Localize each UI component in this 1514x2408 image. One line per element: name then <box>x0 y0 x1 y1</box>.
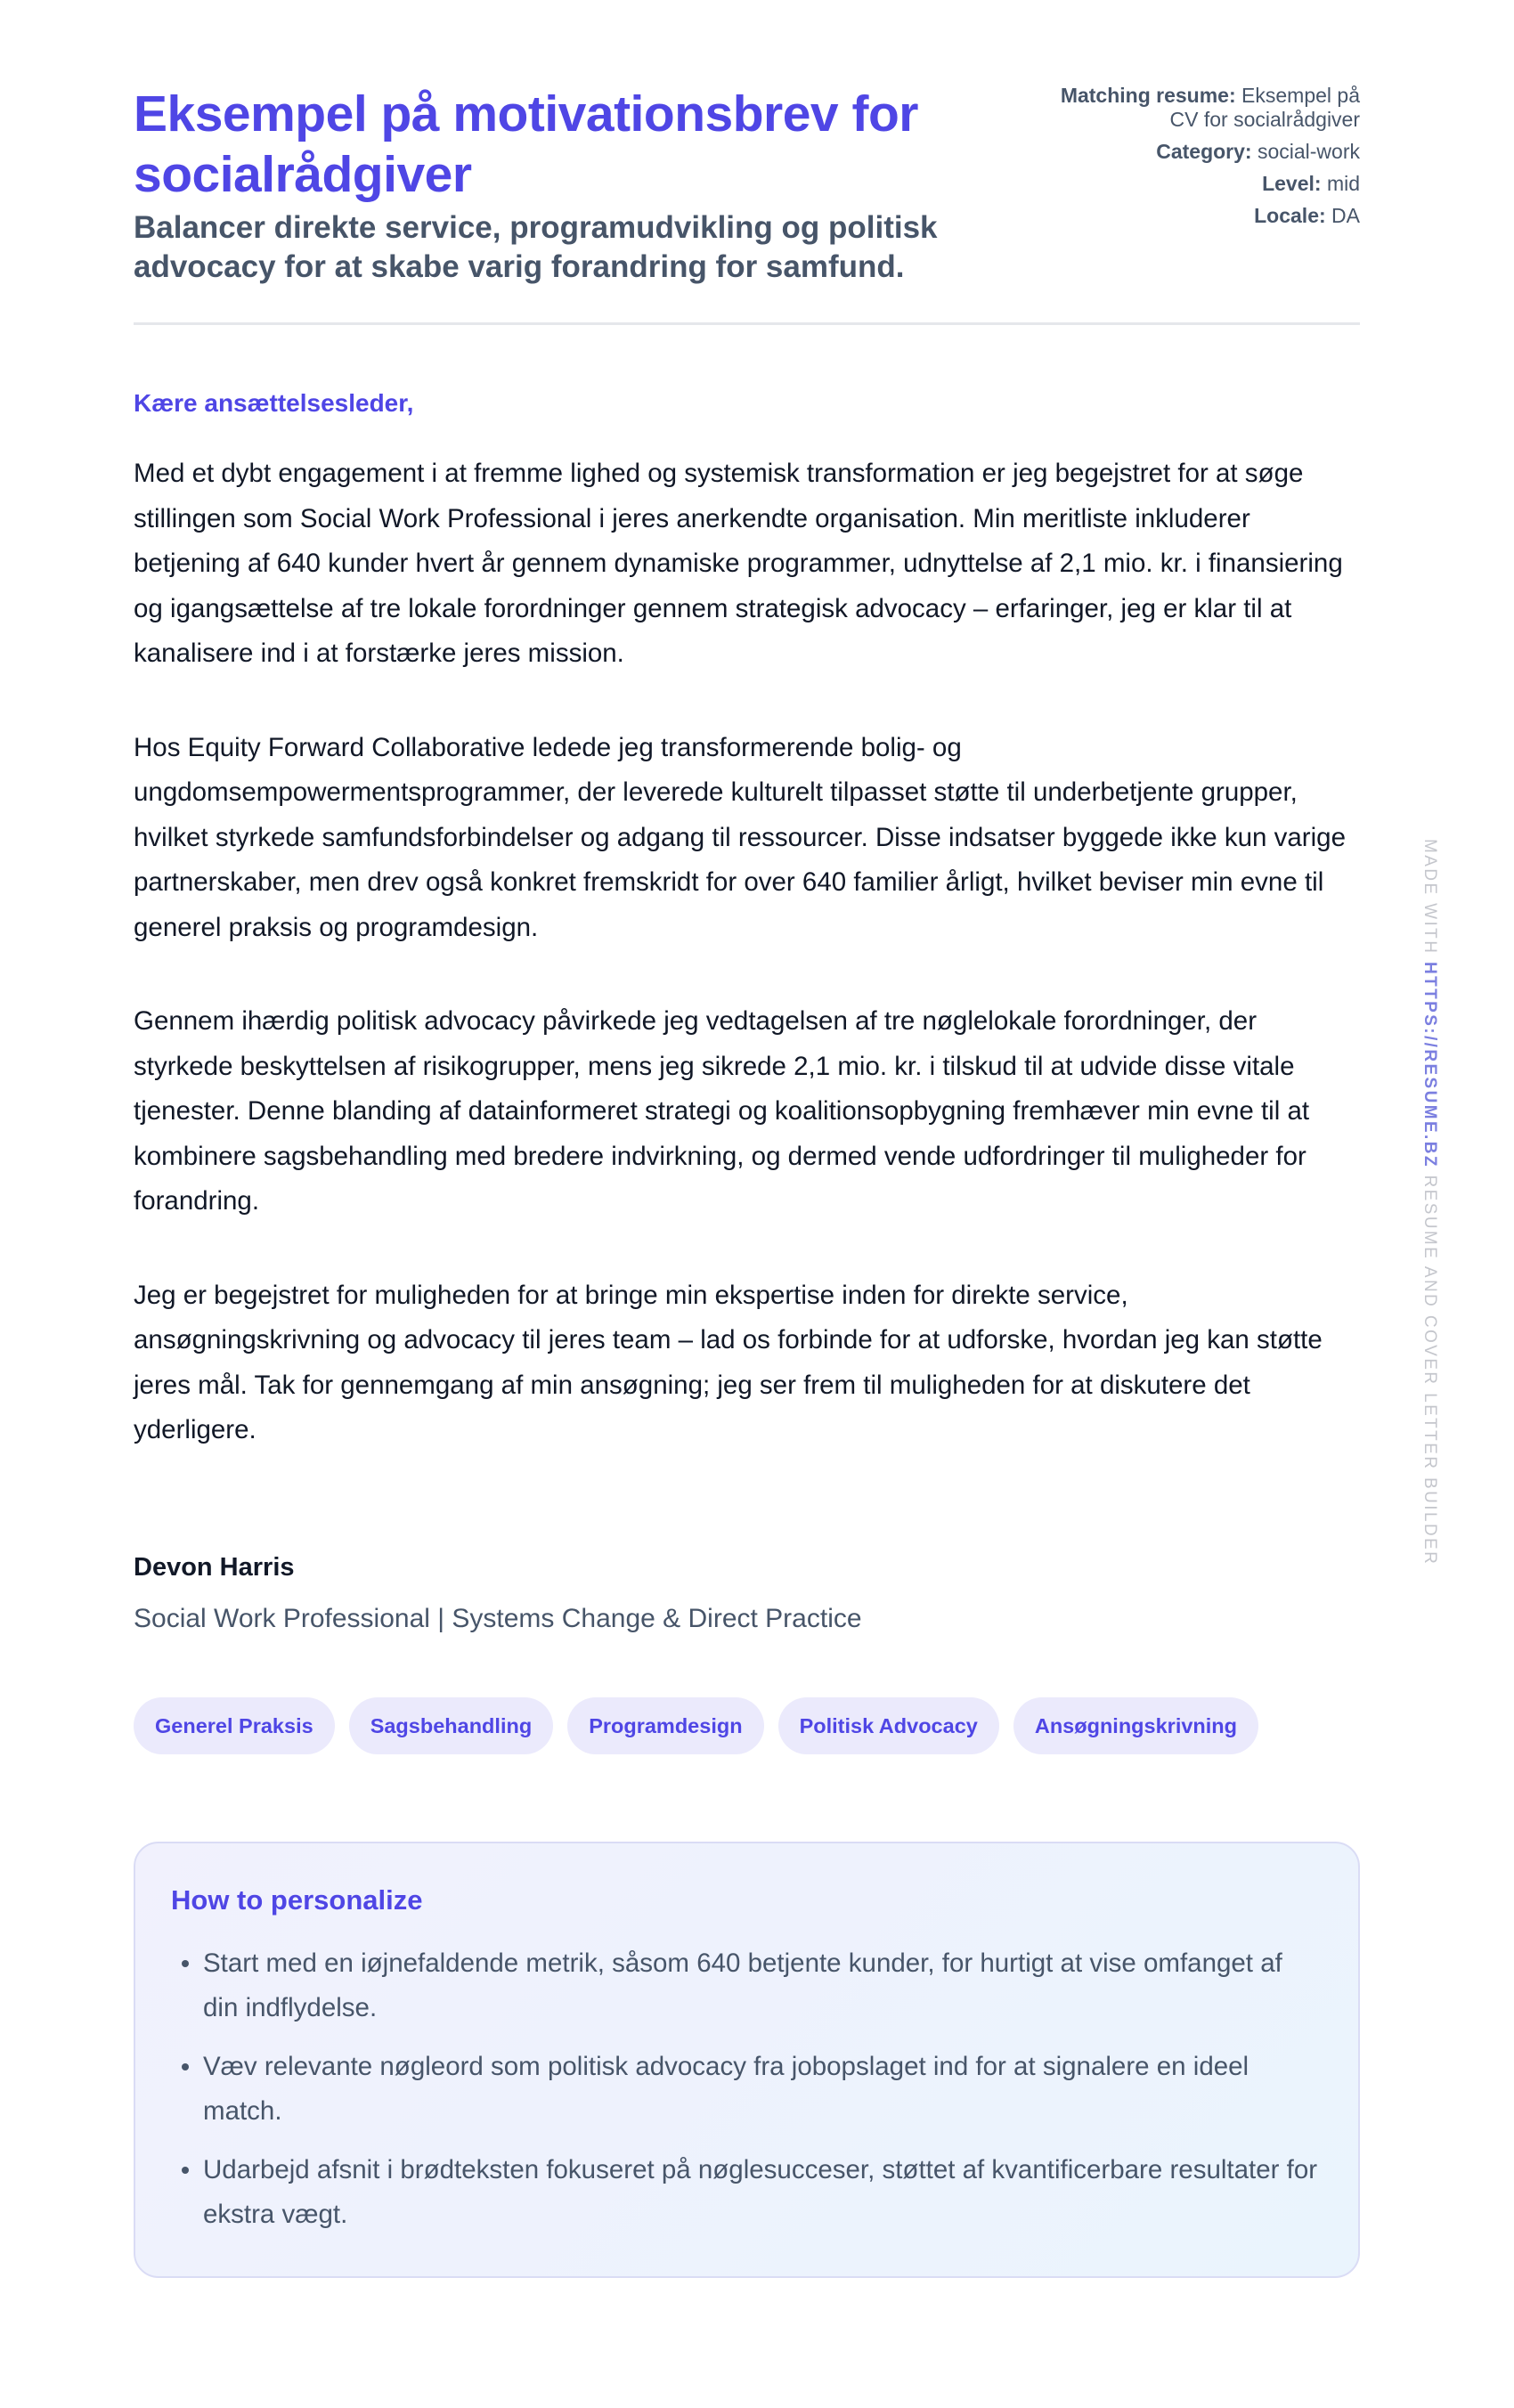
tips-list <box>171 1941 1323 2237</box>
meta-level-value: mid <box>1326 172 1360 195</box>
watermark-suffix: RESUME AND COVER LETTER BUILDER <box>1420 1175 1439 1566</box>
page-header <box>134 0 1360 325</box>
page-title: Eksempel på motivationsbrev for socialrådgiver <box>134 85 918 203</box>
meta-level-label: Level: <box>1262 172 1322 195</box>
meta-level <box>1057 172 1360 196</box>
meta-locale-label: Locale: <box>1254 204 1326 227</box>
tips-list-item: Væv relevante nøgleord som politisk advocacy fra jobopslaget ind for at signalere en ideel match. <box>203 2045 1323 2134</box>
personalize-tips-box <box>134 1842 1360 2278</box>
cover-letter-page <box>134 0 1360 2278</box>
letter-paragraph: Med et dybt engagement i at fremme lighed og systemisk transformation er jeg begejstret for at søge stillingen som Social Work Professional i jeres anerkendte organisation. Min meritliste inkluderer betjening af 640 kunder hvert år gennem dynamiske programmer, udnyttelse af 2,1 mio. kr. i finansiering og igangsættelse af tre lokale forordninger gennem strategisk advocacy – erfaringer, jeg er klar til at kanalisere ind i at forstærke jeres mission. <box>134 459 1343 668</box>
made-with-watermark <box>1412 839 1447 1566</box>
meta-locale <box>1057 204 1360 228</box>
meta-category-value: social-work <box>1257 140 1360 163</box>
skill-tags <box>134 1697 1360 1754</box>
signature-name: Devon Harris <box>134 1552 295 1582</box>
skill-tag: Politisk Advocacy <box>778 1697 999 1754</box>
skill-tag: Generel Praksis <box>134 1697 335 1754</box>
meta-category-label: Category: <box>1156 140 1252 163</box>
meta-matching-resume-value[interactable]: Eksempel på CV for socialrådgiver <box>1169 84 1360 131</box>
watermark-link[interactable]: HTTPS://RESUME.BZ <box>1420 962 1439 1168</box>
meta-category <box>1057 140 1360 164</box>
meta-panel <box>1057 84 1360 236</box>
letter-body <box>134 386 1360 1637</box>
meta-locale-value: DA <box>1331 204 1360 227</box>
letter-paragraph: Gennem ihærdig politisk advocacy påvirkede jeg vedtagelsen af tre nøglelokale forordninger, der styrkede beskyttelsen af risikogrupper, mens jeg sikrede 2,1 mio. kr. i tilskud til at udvide disse vitale tjenester. Denne blanding af datainformeret strategi og koalitionsopbygning fremhæver min evne til at kombinere sagsbehandling med bredere indvirkning, og dermed vende udfordringer til muligheder for forandring. <box>134 1006 1310 1216</box>
tips-list-item: Start med en iøjnefaldende metrik, såsom 640 betjente kunder, for hurtigt at vise omfanget af din indflydelse. <box>203 1941 1323 2030</box>
salutation: Kære ansættelsesleder, <box>134 389 414 417</box>
meta-matching-resume-label: Matching resume: <box>1060 84 1236 107</box>
page-subtitle: Balancer direkte service, programudvikling og politisk advocacy for at skabe varig forandring for samfund. <box>134 210 938 284</box>
signature-block <box>134 1550 1360 1637</box>
tips-list-item: Udarbejd afsnit i brødteksten fokuseret på nøglesucceser, støttet af kvantificerbare resultater for ekstra vægt. <box>203 2148 1323 2237</box>
tips-title: How to personalize <box>171 1883 423 1916</box>
letter-paragraph: Jeg er begejstret for muligheden for at bringe min ekspertise inden for direkte service, ansøgningskrivning og advocacy til jeres team – lad os forbinde for at udforske, hvordan jeg kan støtte jeres mål. Tak for gennemgang af min ansøgning; jeg ser frem til muligheden for at diskutere det yderligere. <box>134 1280 1323 1444</box>
meta-matching-resume <box>1057 84 1360 132</box>
skill-tag: Ansøgningskrivning <box>1013 1697 1258 1754</box>
signature-title: Social Work Professional | Systems Change & Direct Practice <box>134 1603 862 1633</box>
skill-tag: Sagsbehandling <box>349 1697 554 1754</box>
watermark-prefix: MADE WITH <box>1420 839 1439 956</box>
skill-tag: Programdesign <box>567 1697 763 1754</box>
letter-paragraph: Hos Equity Forward Collaborative ledede jeg transformerende bolig- og ungdomsempowermentsprogrammer, der leverede kulturelt tilpasset støtte til underbetjente grupper, hvilket styrkede samfundsforbindelser og adgang til ressourcer. Disse indsatser byggede ikke kun varige partnerskaber, men drev også konkret fremskridt for over 640 familier årligt, hvilket beviser min evne til generel praksis og programdesign. <box>134 732 1346 942</box>
